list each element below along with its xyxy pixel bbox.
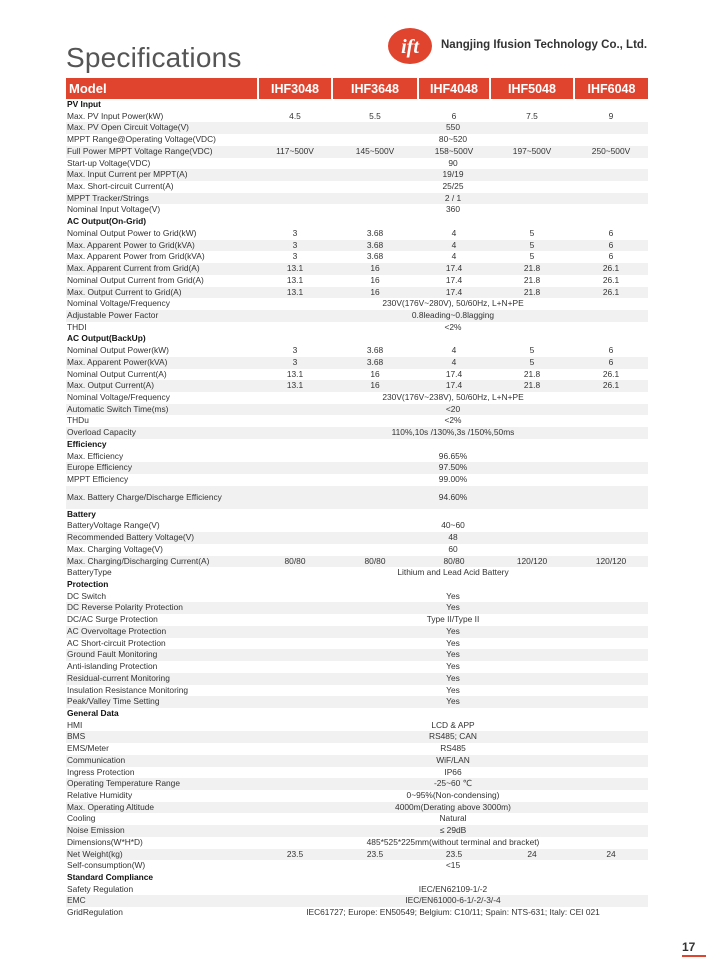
row-value: 4.5 xyxy=(289,110,301,121)
row-label: Net Weight(kg) xyxy=(66,849,258,861)
row-label: Max. Input Current per MPPT(A) xyxy=(66,169,258,181)
table-row xyxy=(66,895,648,907)
row-label: HMI xyxy=(67,719,83,730)
row-value-all-models: 550 xyxy=(258,122,648,134)
row-value: 23.5 xyxy=(332,849,418,861)
row-value-all-models: 485*525*225mm(without terminal and bracket) xyxy=(366,836,540,847)
row-value: 17.4 xyxy=(445,368,463,379)
row-value-all-models: 96.65% xyxy=(438,450,468,461)
table-row xyxy=(66,193,648,205)
table-row xyxy=(66,404,648,416)
table-row xyxy=(66,837,648,849)
table-row xyxy=(66,275,648,287)
row-value-all-models: RS485 xyxy=(440,743,466,754)
row-label: Nominal Output Power(kW) xyxy=(67,345,169,356)
row-value: 6 xyxy=(451,110,457,121)
table-row xyxy=(66,287,648,299)
row-value: 3 xyxy=(258,357,332,369)
table-row xyxy=(66,849,648,861)
section-title: PV Input xyxy=(67,99,101,109)
row-value: 5 xyxy=(490,357,574,369)
row-value: 80/80 xyxy=(332,556,418,568)
table-row xyxy=(66,369,648,381)
row-value: 21.8 xyxy=(490,263,574,275)
row-value-all-models: <2% xyxy=(444,415,462,426)
row-value: 117~500V xyxy=(258,146,332,158)
table-row xyxy=(66,556,648,568)
section-title: Efficiency xyxy=(67,438,107,449)
row-label: DC/AC Surge Protection xyxy=(67,614,158,625)
row-label: Residual-current Monitoring xyxy=(66,673,258,685)
row-value: 3 xyxy=(292,251,298,262)
row-label: Europe Efficiency xyxy=(66,462,258,474)
row-value: 3 xyxy=(258,240,332,252)
row-value-all-models: 0.8leading~0.8lagging xyxy=(258,310,648,322)
header-model: Model xyxy=(66,78,258,99)
row-label: Max. Efficiency xyxy=(67,450,124,461)
row-value-all-models: <15 xyxy=(445,860,461,871)
row-value: 3.68 xyxy=(366,227,384,238)
row-label: Nominal Output Power to Grid(kW) xyxy=(67,227,197,238)
row-label: Cooling xyxy=(67,813,96,824)
row-value: 26.1 xyxy=(574,287,648,299)
table-row xyxy=(66,111,648,123)
row-value: 21.8 xyxy=(490,287,574,299)
table-row xyxy=(66,720,648,732)
row-value: 7.5 xyxy=(526,110,538,121)
row-value: 3.68 xyxy=(366,345,384,356)
row-label: Max. Apparent Power from Grid(kVA) xyxy=(67,251,205,262)
row-value: 4 xyxy=(451,227,457,238)
row-label: Max. Apparent Power(kVA) xyxy=(66,357,258,369)
row-value-all-models: 360 xyxy=(446,204,460,215)
row-value: 17.4 xyxy=(418,380,490,392)
row-label: Safety Regulation xyxy=(67,883,134,894)
row-value-all-models: 99.00% xyxy=(438,474,468,484)
row-label: Max. Charging/Discharging Current(A) xyxy=(66,556,258,568)
table-row xyxy=(66,345,648,357)
table-row xyxy=(66,240,648,252)
row-value: 6 xyxy=(608,345,614,356)
row-value: 26.1 xyxy=(602,274,620,285)
row-label: BMS xyxy=(66,731,258,743)
section-header-row xyxy=(66,439,648,451)
row-label: GridRegulation xyxy=(67,907,123,918)
row-label: Relative Humidity xyxy=(67,789,133,800)
row-value: 120/120 xyxy=(490,556,574,568)
section-header-row xyxy=(66,333,648,345)
row-value-all-models: 40~60 xyxy=(441,520,465,531)
table-row xyxy=(66,474,648,486)
table-row xyxy=(66,591,648,603)
row-value: 13.1 xyxy=(286,368,304,379)
section-title: AC Output(BackUp) xyxy=(67,333,146,344)
row-value-all-models: 19/19 xyxy=(258,169,648,181)
table-row xyxy=(66,462,648,474)
table-row xyxy=(66,158,648,170)
row-label: Full Power MPPT Voltage Range(VDC) xyxy=(66,146,258,158)
row-value-all-models: Type II/Type II xyxy=(426,614,480,625)
row-label: Max. Output Current to Grid(A) xyxy=(66,287,258,299)
row-value: 5 xyxy=(529,345,535,356)
row-label: AC Short-circuit Protection xyxy=(67,637,166,648)
row-value-all-models: 60 xyxy=(448,543,458,554)
row-label: Max. PV Open Circuit Voltage(V) xyxy=(66,122,258,134)
row-value: 3 xyxy=(292,227,298,238)
row-value: 26.1 xyxy=(574,263,648,275)
row-value: 6 xyxy=(574,357,648,369)
row-value-all-models: WiF/LAN xyxy=(258,755,648,767)
table-row xyxy=(66,731,648,743)
row-value-all-models: Yes xyxy=(258,602,648,614)
row-value: 158~500V xyxy=(418,146,490,158)
table-row xyxy=(66,228,648,240)
table-row xyxy=(66,146,648,158)
row-label: Operating Temperature Range xyxy=(66,778,258,790)
row-label: Max. Apparent Power to Grid(kVA) xyxy=(66,240,258,252)
row-label: BatteryType xyxy=(67,567,112,578)
row-label: EMS/Meter xyxy=(67,743,109,754)
section-header-row xyxy=(66,872,648,884)
row-label: Max. Short-circuit Current(A) xyxy=(67,181,174,192)
row-value-all-models: 0~95%(Non-condensing) xyxy=(406,789,500,800)
row-value-all-models: RS485; CAN xyxy=(258,731,648,743)
row-value-all-models: ≤ 29dB xyxy=(258,825,648,837)
row-value-all-models: Yes xyxy=(446,590,460,601)
row-label: DC Reverse Polarity Protection xyxy=(66,602,258,614)
page-number: 17 xyxy=(682,940,696,954)
row-label: Start-up Voltage(VDC) xyxy=(67,157,151,168)
row-label: Ingress Protection xyxy=(67,766,135,777)
table-row xyxy=(66,907,648,919)
table-row xyxy=(66,263,648,275)
row-label: Communication xyxy=(66,755,258,767)
header-ihf5048: IHF5048 xyxy=(490,78,574,99)
row-label: MPPT Range@Operating Voltage(VDC) xyxy=(67,134,216,145)
row-value-all-models: 97.50% xyxy=(258,462,648,474)
row-value: 17.4 xyxy=(418,263,490,275)
row-value: 13.1 xyxy=(258,380,332,392)
row-value: 5 xyxy=(529,227,535,238)
row-label: AC Overvoltage Protection xyxy=(66,626,258,638)
row-value-all-models: -25~60 ℃ xyxy=(258,778,648,790)
table-row xyxy=(66,825,648,837)
row-value: 6 xyxy=(574,240,648,252)
header-ihf4048: IHF4048 xyxy=(418,78,490,99)
header-ihf6048: IHF6048 xyxy=(574,78,648,99)
table-row xyxy=(66,778,648,790)
row-value: 145~500V xyxy=(332,146,418,158)
row-value: 6 xyxy=(608,227,614,238)
row-value: 26.1 xyxy=(574,380,648,392)
row-value-all-models: Lithium and Lead Acid Battery xyxy=(397,567,509,578)
section-header-row xyxy=(66,216,648,228)
table-row xyxy=(66,755,648,767)
table-header-row xyxy=(66,78,648,99)
row-label: Nominal Output Current from Grid(A) xyxy=(67,274,204,285)
section-title: AC Output(On-Grid) xyxy=(67,216,147,227)
row-value-all-models: 48 xyxy=(258,532,648,544)
table-row xyxy=(66,415,648,427)
row-label: Nominal Output Current(A) xyxy=(67,368,167,379)
row-value: 21.8 xyxy=(523,368,541,379)
row-value: 16 xyxy=(332,263,418,275)
row-label: Noise Emission xyxy=(66,825,258,837)
row-value: 16 xyxy=(332,287,418,299)
row-label: THDI xyxy=(67,321,87,332)
table-row xyxy=(66,661,648,673)
row-value: 3 xyxy=(292,345,298,356)
table-row xyxy=(66,520,648,532)
row-value: 17.4 xyxy=(418,287,490,299)
table-row xyxy=(66,532,648,544)
row-value-all-models: 80~520 xyxy=(438,134,468,145)
row-value: 6 xyxy=(608,251,614,262)
table-row xyxy=(66,602,648,614)
row-value: 5 xyxy=(490,240,574,252)
row-value: 4 xyxy=(418,240,490,252)
row-value: 23.5 xyxy=(258,849,332,861)
header-ihf3048: IHF3048 xyxy=(258,78,332,99)
row-label: Recommended Battery Voltage(V) xyxy=(66,532,258,544)
row-value: 3.68 xyxy=(332,357,418,369)
table-row xyxy=(66,204,648,216)
row-label: Adjustable Power Factor xyxy=(66,310,258,322)
row-label: Nominal Voltage/Frequency xyxy=(67,391,170,402)
logo-text: ift xyxy=(401,36,419,58)
row-value-all-models: 94.60% xyxy=(258,486,648,509)
section-title: Standard Compliance xyxy=(67,872,154,882)
table-row xyxy=(66,685,648,697)
table-row xyxy=(66,310,648,322)
row-value: 23.5 xyxy=(418,849,490,861)
row-value: 16 xyxy=(370,368,380,379)
company-logo xyxy=(386,26,434,66)
row-value: 16 xyxy=(370,274,380,285)
row-value-all-models: IEC/EN62109-1/-2 xyxy=(418,883,488,894)
table-row xyxy=(66,427,648,439)
section-header-row xyxy=(66,509,648,521)
row-value-all-models: 230V(176V~238V), 50/60Hz, L+N+PE xyxy=(382,391,524,402)
table-row xyxy=(66,767,648,779)
row-label: THDu xyxy=(67,415,89,426)
row-label: Max. Apparent Current from Grid(A) xyxy=(66,263,258,275)
row-value: 13.1 xyxy=(286,274,304,285)
row-value-all-models: IP66 xyxy=(444,766,462,777)
page-title: Specifications xyxy=(66,42,242,73)
table-row xyxy=(66,251,648,263)
row-value-all-models: Yes xyxy=(258,626,648,638)
row-value: 197~500V xyxy=(490,146,574,158)
row-value-all-models: Yes xyxy=(258,696,648,708)
row-value: 4 xyxy=(451,345,457,356)
row-value: 26.1 xyxy=(602,368,620,379)
row-label: DC Switch xyxy=(67,590,107,601)
row-value: 17.4 xyxy=(445,274,463,285)
row-value: 4 xyxy=(451,251,457,262)
row-value: 9 xyxy=(608,110,614,121)
table-row xyxy=(66,696,648,708)
section-header-row xyxy=(66,708,648,720)
table-row xyxy=(66,122,648,134)
table-row xyxy=(66,802,648,814)
spec-table xyxy=(66,78,648,919)
row-value-all-models: Natural xyxy=(439,813,467,824)
row-label: EMC xyxy=(66,895,258,907)
row-label: Peak/Valley Time Setting xyxy=(66,696,258,708)
row-value: 80/80 xyxy=(258,556,332,568)
row-label: Max. Charging Voltage(V) xyxy=(67,543,163,554)
row-value-all-models: IEC/EN61000-6-1/-2/-3/-4 xyxy=(258,895,648,907)
row-value: 5 xyxy=(529,251,535,262)
table-row xyxy=(66,813,648,825)
section-title: Battery xyxy=(67,508,96,519)
table-row xyxy=(66,638,648,650)
table-row xyxy=(66,790,648,802)
row-value: 4 xyxy=(418,357,490,369)
row-label: Ground Fault Monitoring xyxy=(66,649,258,661)
row-label: Insulation Resistance Monitoring xyxy=(67,684,189,695)
row-label: Max. Battery Charge/Discharge Efficiency xyxy=(66,486,258,509)
header-ihf3648: IHF3648 xyxy=(332,78,418,99)
table-row xyxy=(66,860,648,872)
row-label: Nominal Input Voltage(V) xyxy=(67,204,161,215)
table-row xyxy=(66,181,648,193)
row-value: 21.8 xyxy=(523,274,541,285)
table-row xyxy=(66,298,648,310)
row-label: MPPT Tracker/Strings xyxy=(66,193,258,205)
row-value-all-models: Yes xyxy=(446,684,460,695)
section-title: Protection xyxy=(67,579,109,590)
table-row xyxy=(66,884,648,896)
table-row xyxy=(66,743,648,755)
table-row xyxy=(66,486,648,509)
table-row xyxy=(66,451,648,463)
row-value-all-models: 25/25 xyxy=(442,181,464,192)
row-label: Max. PV Input Power(kW) xyxy=(67,110,164,121)
row-value-all-models: Yes xyxy=(446,637,460,648)
table-row xyxy=(66,169,648,181)
table-row xyxy=(66,614,648,626)
table-row xyxy=(66,649,648,661)
spec-table-body xyxy=(66,99,648,919)
row-value-all-models: 90 xyxy=(448,157,458,168)
section-header-row xyxy=(66,579,648,591)
row-label: Anti-islanding Protection xyxy=(67,661,158,672)
row-label: Max. Output Current(A) xyxy=(66,380,258,392)
row-label: Max. Operating Altitude xyxy=(66,802,258,814)
row-value-all-models: IEC61727; Europe: EN50549; Belgium: C10/11; Spain: NTS-631; Italy: CEI 021 xyxy=(306,907,600,918)
row-value: 16 xyxy=(332,380,418,392)
table-row xyxy=(66,322,648,334)
table-row xyxy=(66,567,648,579)
row-value-all-models: <2% xyxy=(444,321,462,332)
row-value-all-models: 2 / 1 xyxy=(258,193,648,205)
row-label: Nominal Voltage/Frequency xyxy=(67,298,170,309)
row-label: Dimensions(W*H*D) xyxy=(67,836,143,847)
row-value: 24 xyxy=(490,849,574,861)
row-value: 5.5 xyxy=(369,110,381,121)
table-row xyxy=(66,626,648,638)
table-row xyxy=(66,392,648,404)
table-row xyxy=(66,544,648,556)
row-value: 21.8 xyxy=(490,380,574,392)
row-value: 80/80 xyxy=(418,556,490,568)
section-title: General Data xyxy=(67,707,119,718)
table-row xyxy=(66,380,648,392)
row-label: BatteryVoltage Range(V) xyxy=(67,520,160,531)
row-value-all-models: LCD & APP xyxy=(431,719,475,730)
row-value: 13.1 xyxy=(258,287,332,299)
table-row xyxy=(66,357,648,369)
row-value-all-models: Yes xyxy=(258,673,648,685)
page-number-accent xyxy=(682,955,706,957)
row-value-all-models: Yes xyxy=(446,661,460,672)
row-value: 250~500V xyxy=(574,146,648,158)
row-value-all-models: 4000m(Derating above 3000m) xyxy=(258,802,648,814)
row-value-all-models: <20 xyxy=(258,404,648,416)
row-value: 24 xyxy=(574,849,648,861)
row-value-all-models: 230V(176V~280V), 50/60Hz, L+N+PE xyxy=(382,298,524,309)
row-label: Overload Capacity xyxy=(66,427,258,439)
row-value: 3.68 xyxy=(366,251,384,262)
row-value: 120/120 xyxy=(574,556,648,568)
table-row xyxy=(66,673,648,685)
row-label: MPPT Efficiency xyxy=(67,474,129,484)
table-row xyxy=(66,134,648,146)
company-name: Nangjing Ifusion Technology Co., Ltd. xyxy=(441,39,648,51)
row-label: Automatic Switch Time(ms) xyxy=(66,404,258,416)
section-header-row xyxy=(66,99,648,111)
row-value: 3.68 xyxy=(332,240,418,252)
row-value: 13.1 xyxy=(258,263,332,275)
row-value-all-models: Yes xyxy=(258,649,648,661)
row-label: Self-consumption(W) xyxy=(67,860,146,871)
row-value-all-models: 110%,10s /130%,3s /150%,50ms xyxy=(258,427,648,439)
